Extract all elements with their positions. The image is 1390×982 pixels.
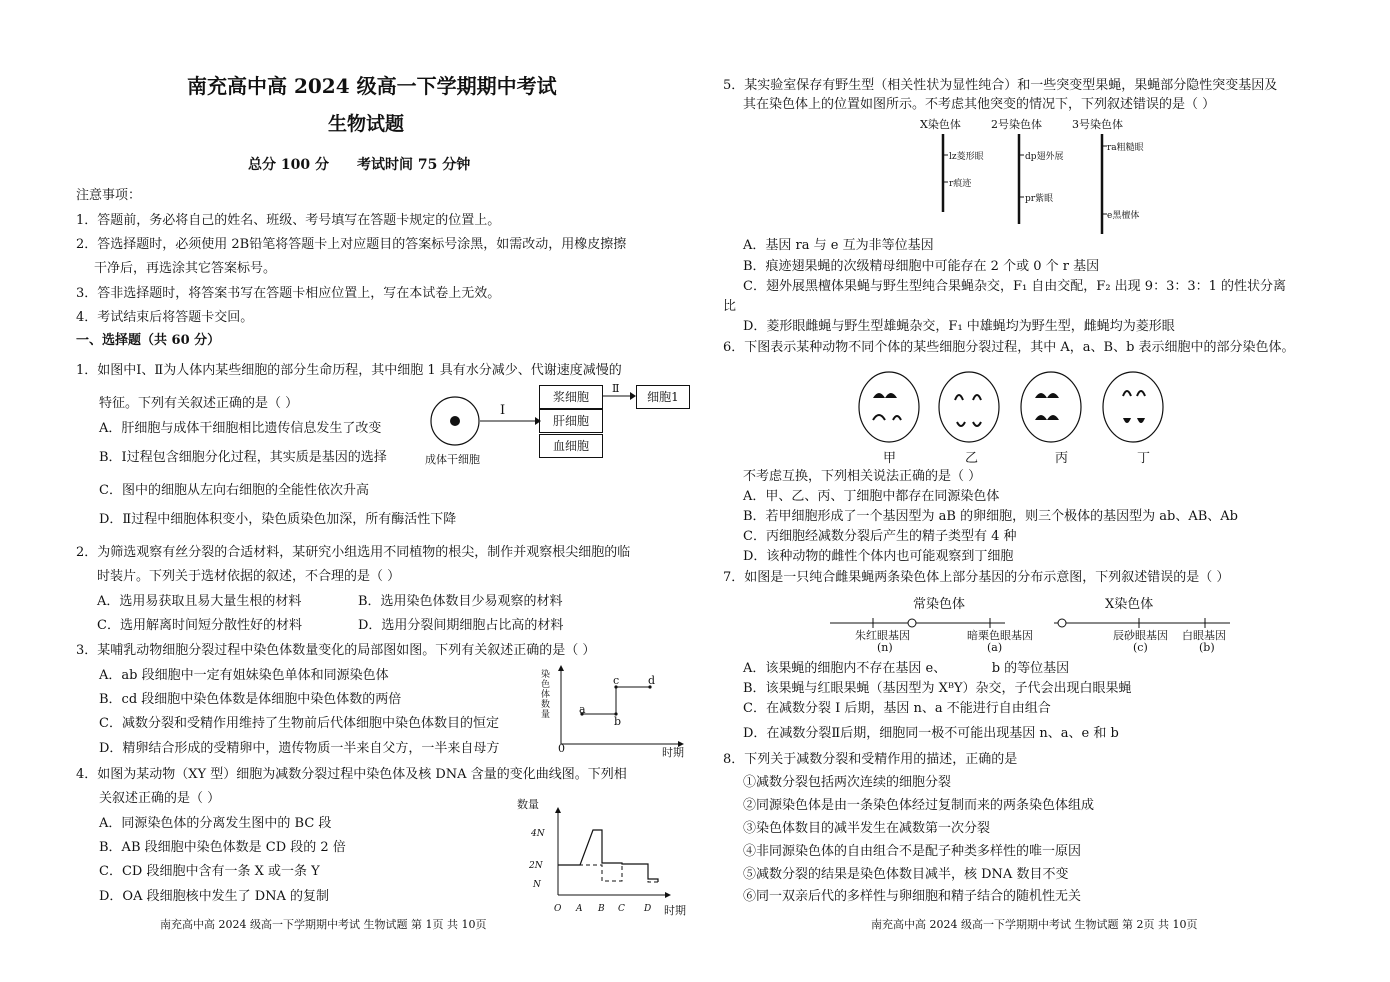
autosome-label: 常染色体 bbox=[913, 597, 966, 612]
jia-chromosomes-lower bbox=[873, 415, 901, 420]
q4-option-c: C．CD 段细胞中含有一条 X 或一条 Y bbox=[99, 864, 320, 879]
q5-option-a: A．基因 ra 与 e 互为非等位基因 bbox=[743, 238, 934, 253]
q6-option-c: C．丙细胞经减数分裂后产生的精子类型有 4 种 bbox=[743, 529, 1017, 544]
cell1-box: 细胞1 bbox=[636, 385, 690, 409]
cell-jia bbox=[859, 372, 919, 442]
symbol-n: (n) bbox=[877, 641, 893, 654]
xtick-b: B bbox=[598, 904, 605, 914]
cell-label-yi: 乙 bbox=[965, 451, 979, 466]
q7-option-a: A．该果蝇的细胞内不存在基因 e、 b 的等位基因 bbox=[743, 661, 1070, 676]
ytick-n: N bbox=[533, 880, 541, 890]
gene-pr: pr紫眼 bbox=[1025, 194, 1054, 204]
q4-option-a: A．同源染色体的分离发生图中的 BC 段 bbox=[99, 816, 332, 831]
q3-option-c: C．减数分裂和受精作用维持了生物前后代体细胞中染色体数目的恒定 bbox=[99, 716, 499, 731]
arrow-ii-label: Ⅱ bbox=[612, 382, 620, 395]
q6-option-d: D．该种动物的雌性个体内也可能观察到丁细胞 bbox=[743, 549, 1014, 564]
jia-chromosomes bbox=[873, 393, 897, 398]
yi-chromosomes bbox=[955, 395, 981, 426]
ytick-2n: 2N bbox=[529, 861, 543, 871]
left-column bbox=[70, 0, 695, 982]
gene-lz: lz菱形眼 bbox=[949, 152, 984, 162]
symbol-a: (a) bbox=[987, 641, 1003, 654]
q3-ylabel: 染色体数量 bbox=[541, 670, 551, 720]
notice-heading: 注意事项： bbox=[76, 188, 142, 203]
section-heading: 一、选择题（共 60 分） bbox=[76, 333, 221, 348]
q5-option-c-cont: 比 bbox=[723, 299, 737, 314]
q3-option-a: A．ab 段细胞中一定有姐妹染色单体和同源染色体 bbox=[99, 668, 389, 683]
q2-option-c: C．选用解离时间短分散性好的材料 bbox=[97, 618, 302, 633]
notice-item: 4．考试结束后将答题卡交回。 bbox=[76, 310, 254, 325]
x-axis-arrow bbox=[665, 892, 671, 898]
gene-dp: dp翅外展 bbox=[1025, 152, 1064, 162]
cell-bing bbox=[1021, 372, 1081, 442]
cell-label-ding: 丁 bbox=[1137, 451, 1151, 466]
xtick-d: D bbox=[644, 904, 652, 914]
chr-2-label: 2号染色体 bbox=[991, 118, 1042, 131]
xtick-c: C bbox=[618, 904, 625, 914]
q8-item: ③染色体数目的减半发生在减数第一次分裂 bbox=[743, 821, 991, 836]
q3-option-b: B．cd 段细胞中染色体数是体细胞中染色体数的两倍 bbox=[99, 692, 402, 707]
chr-x-label: X染色体 bbox=[920, 118, 961, 131]
chr-3-label: 3号染色体 bbox=[1072, 118, 1123, 131]
q8-stem: 8．下列关于减数分裂和受精作用的描述，正确的是 bbox=[723, 752, 1018, 767]
x-centromere bbox=[1058, 619, 1066, 627]
label-c: c bbox=[613, 674, 620, 687]
q6-stem: 6．下图表示某种动物不同个体的某些细胞分裂过程，其中 A，a、B、b 表示细胞中的部分染色体。 bbox=[723, 340, 1295, 355]
chromosome-curve bbox=[558, 864, 658, 882]
q1-stem: 1．如图中Ⅰ、Ⅱ为人体内某些细胞的部分生命历程，其中细胞 1 具有水分减少、代谢速度减慢的 bbox=[76, 363, 622, 378]
q1-option-a: A．肝细胞与成体干细胞相比遗传信息发生了改变 bbox=[99, 421, 382, 436]
footer-left: 南充高中高 2024 级高一下学期期中考试 生物试题 第 1页 共 10页 bbox=[160, 918, 487, 931]
q4-figure bbox=[540, 808, 690, 908]
q1-option-b: B．Ⅰ过程包含细胞分化过程，其实质是基因的选择 bbox=[99, 450, 387, 465]
notice-item: 2．答选择题时，必须使用 2B铅笔将答题卡上对应题目的答案标号涂黑，如需改动，用橡皮擦擦 bbox=[76, 237, 627, 252]
label-b: b bbox=[614, 715, 622, 728]
x-chromosome-label: X染色体 bbox=[1105, 597, 1154, 612]
nucleus-dot bbox=[450, 416, 460, 426]
label-a: a bbox=[579, 703, 586, 716]
q6-note: 不考虑互换，下列相关说法正确的是（ ） bbox=[743, 469, 982, 484]
notice-item: 干净后，再选涂其它答案标号。 bbox=[94, 261, 277, 276]
q4-option-d: D．OA 段细胞核中发生了 DNA 的复制 bbox=[99, 889, 330, 904]
q4-ylabel: 数量 bbox=[517, 798, 539, 811]
q8-item: ⑤减数分裂的结果是染色体数目减半，核 DNA 数目不变 bbox=[743, 867, 1069, 882]
subject-title: 生物试题 bbox=[328, 113, 405, 135]
q4-option-b: B．AB 段细胞中染色体数是 CD 段的 2 倍 bbox=[99, 840, 346, 855]
notice-item: 3．答非选择题时，将答案书写在答题卡相应位置上，写在本试卷上无效。 bbox=[76, 286, 501, 301]
q5-stem: 其在染色体上的位置如图所示。不考虑其他突变的情况下，下列叙述错误的是（ ） bbox=[743, 97, 1216, 112]
q5-stem: 5．某实验室保存有野生型（相关性状为显性纯合）和一些突变型果蝇，果蝇部分隐性突变基因及 bbox=[723, 78, 1278, 93]
q2-option-d: D．选用分裂间期细胞占比高的材料 bbox=[358, 618, 564, 633]
y-axis-arrow bbox=[555, 807, 561, 813]
ding-chromosomes bbox=[1123, 391, 1145, 396]
y-axis-arrow bbox=[558, 665, 564, 671]
q3-option-d: D．精卵结合形成的受精卵中，遗传物质一半来自父方，一半来自母方 bbox=[99, 741, 500, 756]
stem-cell-label: 成体干细胞 bbox=[425, 453, 480, 466]
q5-option-d: D．菱形眼雌蝇与野生型雄蝇杂交，F₁ 中雄蝇均为野生型，雌蝇均为菱形眼 bbox=[743, 319, 1175, 334]
exam-title: 南充高中高 2024 级高一下学期期中考试 bbox=[187, 74, 557, 98]
q4-xlabel: 时期 bbox=[664, 904, 686, 917]
gene-r: r痕迹 bbox=[949, 179, 972, 189]
q8-item: ⑥同一双亲后代的多样性与卵细胞和精子结合的随机性无关 bbox=[743, 889, 1082, 904]
q8-item: ④非同源染色体的自由组合不是配子种类多样性的唯一原因 bbox=[743, 844, 1082, 859]
q2-stem: 2．为筛选观察有丝分裂的合适材料，某研究小组选用不同植物的根尖，制作并观察根尖细胞的临 bbox=[76, 545, 631, 560]
gene-cardinal: 暗栗色眼基因 bbox=[967, 629, 1033, 642]
cell-yi bbox=[939, 372, 999, 442]
bing-chromosomes bbox=[1035, 393, 1059, 420]
q2-option-b: B．选用染色体数目少易观察的材料 bbox=[358, 594, 563, 609]
blood-cell-box: 血细胞 bbox=[539, 434, 603, 458]
gene-ra: ra粗糙眼 bbox=[1107, 143, 1144, 153]
ytick-4n: 4N bbox=[531, 829, 545, 839]
cell-ding bbox=[1103, 372, 1163, 442]
label-d: d bbox=[648, 674, 656, 687]
footer-right: 南充高中高 2024 级高一下学期期中考试 生物试题 第 2页 共 10页 bbox=[871, 918, 1198, 931]
q1-option-d: D．Ⅱ过程中细胞体积变小，染色质染色加深，所有酶活性下降 bbox=[99, 512, 457, 527]
xtick-a: A bbox=[576, 904, 583, 914]
q6-cells-figure bbox=[855, 370, 1175, 450]
autosome-centromere bbox=[908, 619, 916, 627]
q1-option-c: C．图中的细胞从左向右细胞的全能性依次升高 bbox=[99, 483, 369, 498]
q7-stem: 7．如图是一只纯合雌果蝇两条染色体上部分基因的分布示意图，下列叙述错误的是（ ） bbox=[723, 570, 1230, 585]
right-column bbox=[715, 0, 1340, 982]
q3-xlabel: 时期 bbox=[662, 746, 684, 759]
q7-option-d: D．在减数分裂Ⅱ后期，细胞同一极不可能出现基因 n、a、e 和 b bbox=[743, 726, 1119, 741]
exam-meta: 总分 100 分 考试时间 75 分钟 bbox=[248, 157, 471, 173]
xtick-o: O bbox=[554, 904, 562, 914]
q4-stem: 4．如图为某动物（XY 型）细胞为减数分裂过程中染色体及核 DNA 含量的变化曲线图。下列相 bbox=[76, 767, 627, 782]
q3-origin: 0 bbox=[558, 742, 565, 755]
q6-option-a: A．甲、乙、丙、丁细胞中都存在同源染色体 bbox=[743, 489, 1000, 504]
gene-vermilion: 朱红眼基因 bbox=[855, 629, 910, 642]
q3-stem: 3．某哺乳动物细胞分裂过程中染色体数量变化的局部图如图。下列有关叙述正确的是（ ） bbox=[76, 643, 596, 658]
symbol-c: (c) bbox=[1133, 641, 1148, 654]
q7-option-b: B．该果蝇与红眼果蝇（基因型为 XᴮY）杂交，子代会出现白眼果蝇 bbox=[743, 681, 1132, 696]
q5-option-c: C．翅外展黑檀体果蝇与野生型纯合果蝇杂交，F₁ 自由交配，F₂ 出现 9：3：3：1 的性状分离 bbox=[743, 279, 1287, 294]
arrow-i-label: Ⅰ bbox=[500, 403, 506, 418]
q8-item: ②同源染色体是由一条染色体经过复制而来的两条染色体组成 bbox=[743, 798, 1095, 813]
q8-item: ①减数分裂包括两次连续的细胞分裂 bbox=[743, 775, 952, 790]
ding-chromosomes-lower bbox=[1123, 418, 1145, 423]
cell-label-bing: 丙 bbox=[1055, 451, 1069, 466]
gene-e: e黑檀体 bbox=[1107, 211, 1140, 221]
liver-cell-box: 肝细胞 bbox=[539, 409, 603, 433]
q4-stem: 关叙述正确的是（ ） bbox=[99, 791, 221, 806]
q7-option-c: C．在减数分裂 I 后期，基因 n、a 不能进行自由组合 bbox=[743, 701, 1051, 716]
notice-item: 1．答题前，务必将自己的姓名、班级、考号填写在答题卡规定的位置上。 bbox=[76, 213, 501, 228]
symbol-b: (b) bbox=[1199, 641, 1215, 654]
q6-option-b: B．若甲细胞形成了一个基因型为 aB 的卵细胞，则三个极体的基因型为 ab、AB、Ab bbox=[743, 509, 1238, 524]
q2-stem: 时装片。下列关于选材依据的叙述，不合理的是（ ） bbox=[97, 569, 401, 584]
q1-stem: 特征。下列有关叙述正确的是（ ） bbox=[99, 396, 299, 411]
plasma-cell-box: 浆细胞 bbox=[539, 385, 603, 409]
cell-label-jia: 甲 bbox=[883, 451, 897, 466]
gene-cinnabar: 辰砂眼基因 bbox=[1113, 629, 1168, 642]
q2-option-a: A．选用易获取且易大量生根的材料 bbox=[97, 594, 302, 609]
dna-curve bbox=[558, 830, 658, 882]
q5-option-b: B．痕迹翅果蝇的次级精母细胞中可能存在 2 个或 0 个 r 基因 bbox=[743, 259, 1100, 274]
gene-white: 白眼基因 bbox=[1182, 629, 1226, 642]
